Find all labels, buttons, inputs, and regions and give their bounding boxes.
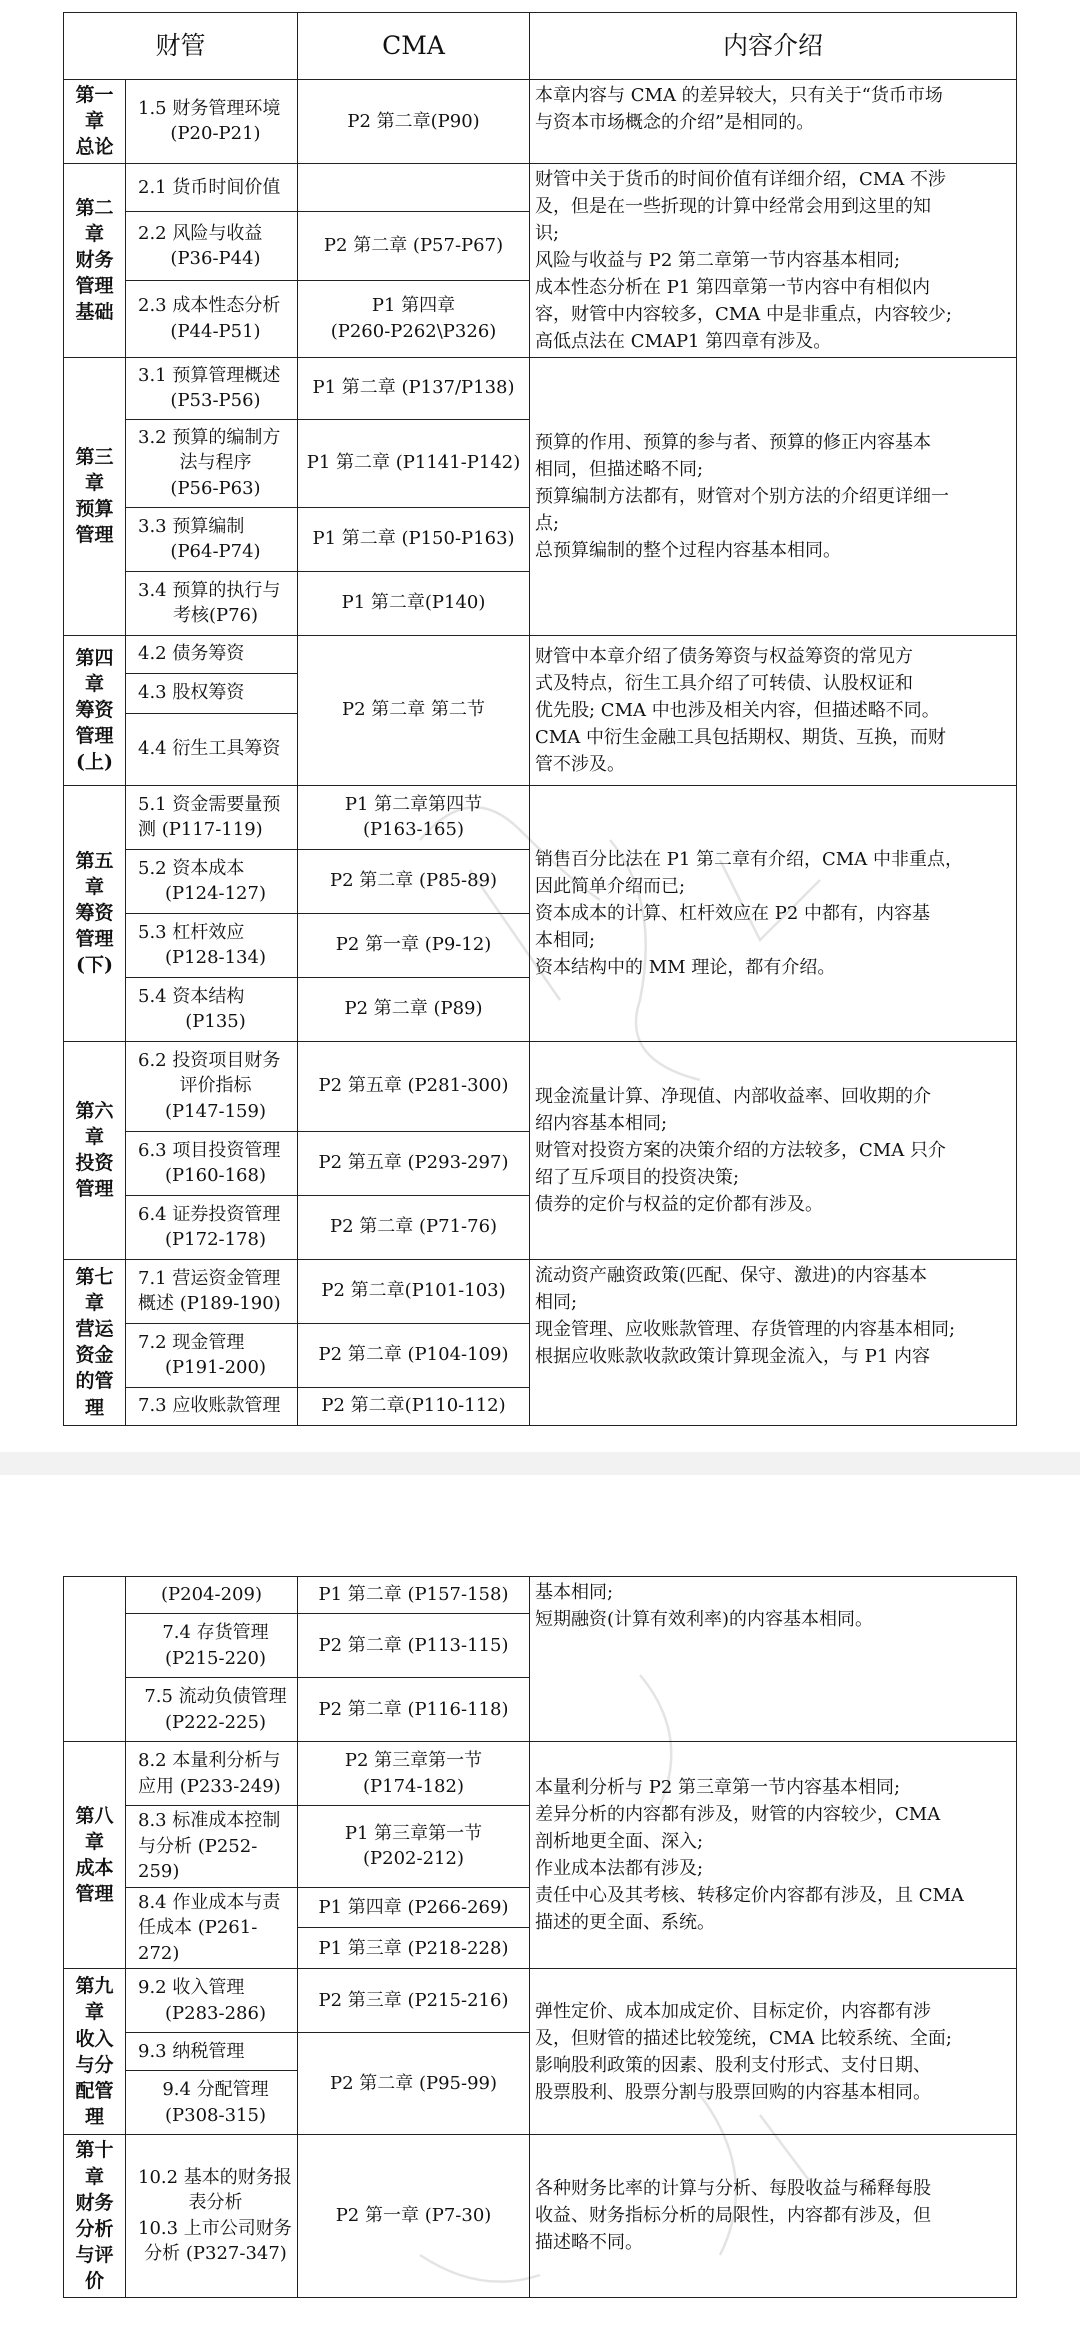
description-cell: 弹性定价、成本加成定价、目标定价，内容都有涉 及，但财管的描述比较笼统，CMA 比较系统、全面; 影响股利政策的因素、股利支付形式、支付日期、 股票股利、股票分割与股票回购的内容基本相同。 bbox=[530, 1969, 1017, 2135]
section-cell: 7.2 现金管理 (P191-200) bbox=[126, 1323, 298, 1387]
section-cell: 5.4 资本结构 (P135) bbox=[126, 977, 298, 1041]
comparison-table-page-1 bbox=[63, 12, 1017, 1426]
cma-cell: P1 第二章 (P137/P138) bbox=[298, 357, 530, 419]
table-row bbox=[64, 357, 1017, 419]
chapter-cell: 第二章 财务管理 基础 bbox=[64, 163, 126, 357]
description-cell: 销售百分比法在 P1 第二章有介绍，CMA 中非重点， 因此简单介绍而已; 资本成本的计算、杠杆效应在 P2 中都有，内容基 本相同; 资本结构中的 MM 理论，都有介绍。 bbox=[530, 785, 1017, 1041]
description-cell: 流动资产融资政策(匹配、保守、激进)的内容基本 相同; 现金管理、应收账款管理、存货管理的内容基本相同; 根据应收账款收款政策计算现金流入，与 P1 内容 bbox=[530, 1259, 1017, 1425]
cma-cell: P1 第二章 (P157-158) bbox=[298, 1577, 530, 1614]
chapter-cell: 第五章 筹资管理 (下) bbox=[64, 785, 126, 1041]
description-cell: 预算的作用、预算的参与者、预算的修正内容基本 相同，但描述略不同; 预算编制方法都有，财管对个别方法的介绍更详细一 点; 总预算编制的整个过程内容基本相同。 bbox=[530, 357, 1017, 635]
section-cell: 7.5 流动负债管理 (P222-225) bbox=[126, 1678, 298, 1742]
section-cell: 8.4 作业成本与责 任成本 (P261-272) bbox=[126, 1887, 298, 1969]
description-cell: 财管中本章介绍了债务筹资与权益筹资的常见方 式及特点，衍生工具介绍了可转债、认股权证和 优先股; CMA 中也涉及相关内容，但描述略不同。 CMA 中衍生金融工具包括期权、期货、互换，而财 管不涉及。 bbox=[530, 635, 1017, 785]
section-cell: 3.3 预算编制 (P64-P74) bbox=[126, 507, 298, 571]
section-cell: 5.3 杠杆效应 (P128-134) bbox=[126, 913, 298, 977]
description-cell: 财管中关于货币的时间价值有详细介绍，CMA 不涉 及，但是在一些折现的计算中经常会用到这里的知 识; 风险与收益与 P2 第二章第一节内容基本相同; 成本性态分析在 P1 第四章第一节内容中有相似内 容，财管中内容较多，CMA 中是非重点，内容较少; 高低点法在 CMAP1 第四章有涉及。 bbox=[530, 163, 1017, 357]
section-cell: 10.2 基本的财务报 表分析 10.3 上市公司财务 分析 (P327-347) bbox=[126, 2135, 298, 2297]
cma-cell: P2 第二章(P90) bbox=[298, 80, 530, 164]
table-row bbox=[64, 785, 1017, 849]
cma-cell: P2 第二章 (P113-115) bbox=[298, 1614, 530, 1678]
cma-cell: P1 第三章第一节 (P202-212) bbox=[298, 1806, 530, 1888]
cma-cell: P1 第二章 (P150-P163) bbox=[298, 507, 530, 571]
section-cell: 5.2 资本成本 (P124-127) bbox=[126, 849, 298, 913]
cma-cell: P2 第五章 (P281-300) bbox=[298, 1041, 530, 1131]
cma-cell: P1 第二章(P140) bbox=[298, 571, 530, 635]
header-content: 内容介绍 bbox=[530, 13, 1017, 80]
chapter-cell: 第四章 筹资管理 (上) bbox=[64, 635, 126, 785]
chapter-cell: 第三章 预算管理 bbox=[64, 357, 126, 635]
section-cell: 9.3 纳税管理 bbox=[126, 2033, 298, 2071]
table-row bbox=[64, 1577, 1017, 1614]
chapter-cell: 第八章 成本管理 bbox=[64, 1742, 126, 1969]
chapter-cell: 第十章 财务分析 与评价 bbox=[64, 2135, 126, 2297]
description-cell: 本章内容与 CMA 的差异较大，只有关于“货币市场 与资本市场概念的介绍”是相同的。 bbox=[530, 80, 1017, 164]
header-caiguan: 财管 bbox=[64, 13, 298, 80]
cma-cell: P1 第四章 (P266-269) bbox=[298, 1887, 530, 1928]
cma-cell: P2 第二章(P110-112) bbox=[298, 1387, 530, 1425]
cma-cell: P1 第二章第四节 (P163-165) bbox=[298, 785, 530, 849]
description-cell: 各种财务比率的计算与分析、每股收益与稀释每股 收益、财务指标分析的局限性，内容都有涉及，但 描述略不同。 bbox=[530, 2135, 1017, 2297]
description-cell: 基本相同; 短期融资(计算有效利率)的内容基本相同。 bbox=[530, 1577, 1017, 1742]
table-row bbox=[64, 1259, 1017, 1323]
cma-cell: P2 第二章(P101-103) bbox=[298, 1259, 530, 1323]
table-row bbox=[64, 2135, 1017, 2297]
section-cell: 6.3 项目投资管理 (P160-168) bbox=[126, 1131, 298, 1195]
document-page-2 bbox=[0, 1475, 1080, 2349]
section-cell: 2.1 货币时间价值 bbox=[126, 163, 298, 212]
table-row bbox=[64, 80, 1017, 164]
cma-cell: P2 第一章 (P7-30) bbox=[298, 2135, 530, 2297]
section-cell: 7.1 营运资金管理 概述 (P189-190) bbox=[126, 1259, 298, 1323]
comparison-table-page-2 bbox=[63, 1576, 1017, 2298]
section-cell: 3.2 预算的编制方 法与程序 (P56-P63) bbox=[126, 419, 298, 507]
cma-cell: P2 第二章 (P57-P67) bbox=[298, 212, 530, 281]
section-cell: 6.4 证券投资管理 (P172-178) bbox=[126, 1195, 298, 1259]
cma-cell: P1 第二章 (P1141-P142) bbox=[298, 419, 530, 507]
cma-cell: P2 第二章 (P89) bbox=[298, 977, 530, 1041]
cma-cell: P2 第二章 (P85-89) bbox=[298, 849, 530, 913]
section-cell: (P204-209) bbox=[126, 1577, 298, 1614]
section-cell: 4.3 股权筹资 bbox=[126, 673, 298, 713]
cma-cell: P1 第三章 (P218-228) bbox=[298, 1928, 530, 1969]
chapter-cell: 第一章 总论 bbox=[64, 80, 126, 164]
table-row bbox=[64, 1742, 1017, 1806]
description-cell: 本量利分析与 P2 第三章第一节内容基本相同; 差异分析的内容都有涉及，财管的内容较少，CMA 剖析地更全面、深入; 作业成本法都有涉及; 责任中心及其考核、转移定价内容都有涉及，且 CMA 描述的更全面、系统。 bbox=[530, 1742, 1017, 1969]
section-cell: 2.2 风险与收益 (P36-P44) bbox=[126, 212, 298, 281]
cma-cell bbox=[298, 163, 530, 212]
cma-cell: P2 第五章 (P293-297) bbox=[298, 1131, 530, 1195]
chapter-cell bbox=[64, 1577, 126, 1742]
section-cell: 7.3 应收账款管理 bbox=[126, 1387, 298, 1425]
chapter-cell: 第七章 营运资金 的管理 bbox=[64, 1259, 126, 1425]
header-cma: CMA bbox=[298, 13, 530, 80]
section-cell: 3.4 预算的执行与 考核(P76) bbox=[126, 571, 298, 635]
cma-cell: P2 第一章 (P9-12) bbox=[298, 913, 530, 977]
table-header-row bbox=[64, 13, 1017, 80]
table-row bbox=[64, 1041, 1017, 1131]
section-cell: 1.5 财务管理环境 (P20-P21) bbox=[126, 80, 298, 164]
description-cell: 现金流量计算、净现值、内部收益率、回收期的介 绍内容基本相同; 财管对投资方案的决策介绍的方法较多，CMA 只介 绍了互斥项目的投资决策; 债券的定价与权益的定价都有涉及。 bbox=[530, 1041, 1017, 1259]
cma-cell: P2 第二章 (P104-109) bbox=[298, 1323, 530, 1387]
section-cell: 6.2 投资项目财务 评价指标 (P147-159) bbox=[126, 1041, 298, 1131]
cma-cell: P2 第二章 (P71-76) bbox=[298, 1195, 530, 1259]
table-row bbox=[64, 635, 1017, 673]
section-cell: 9.2 收入管理 (P283-286) bbox=[126, 1969, 298, 2033]
cma-cell: P2 第三章第一节 (P174-182) bbox=[298, 1742, 530, 1806]
table-row bbox=[64, 1969, 1017, 2033]
section-cell: 3.1 预算管理概述 (P53-P56) bbox=[126, 357, 298, 419]
chapter-cell: 第九章 收入与分 配管理 bbox=[64, 1969, 126, 2135]
cma-cell: P2 第二章 (P95-99) bbox=[298, 2033, 530, 2135]
section-cell: 8.3 标准成本控制 与分析 (P252-259) bbox=[126, 1806, 298, 1888]
section-cell: 8.2 本量利分析与 应用 (P233-249) bbox=[126, 1742, 298, 1806]
cma-cell: P2 第二章 (P116-118) bbox=[298, 1678, 530, 1742]
section-cell: 2.3 成本性态分析 (P44-P51) bbox=[126, 281, 298, 358]
cma-cell: P1 第四章 (P260-P262\P326) bbox=[298, 281, 530, 358]
section-cell: 4.4 衍生工具筹资 bbox=[126, 713, 298, 785]
table-row bbox=[64, 163, 1017, 212]
cma-cell: P2 第三章 (P215-216) bbox=[298, 1969, 530, 2033]
section-cell: 5.1 资金需要量预 测 (P117-119) bbox=[126, 785, 298, 849]
section-cell: 7.4 存货管理 (P215-220) bbox=[126, 1614, 298, 1678]
section-cell: 4.2 债务筹资 bbox=[126, 635, 298, 673]
section-cell: 9.4 分配管理 (P308-315) bbox=[126, 2071, 298, 2135]
chapter-cell: 第六章 投资管理 bbox=[64, 1041, 126, 1259]
cma-cell: P2 第二章 第二节 bbox=[298, 635, 530, 785]
